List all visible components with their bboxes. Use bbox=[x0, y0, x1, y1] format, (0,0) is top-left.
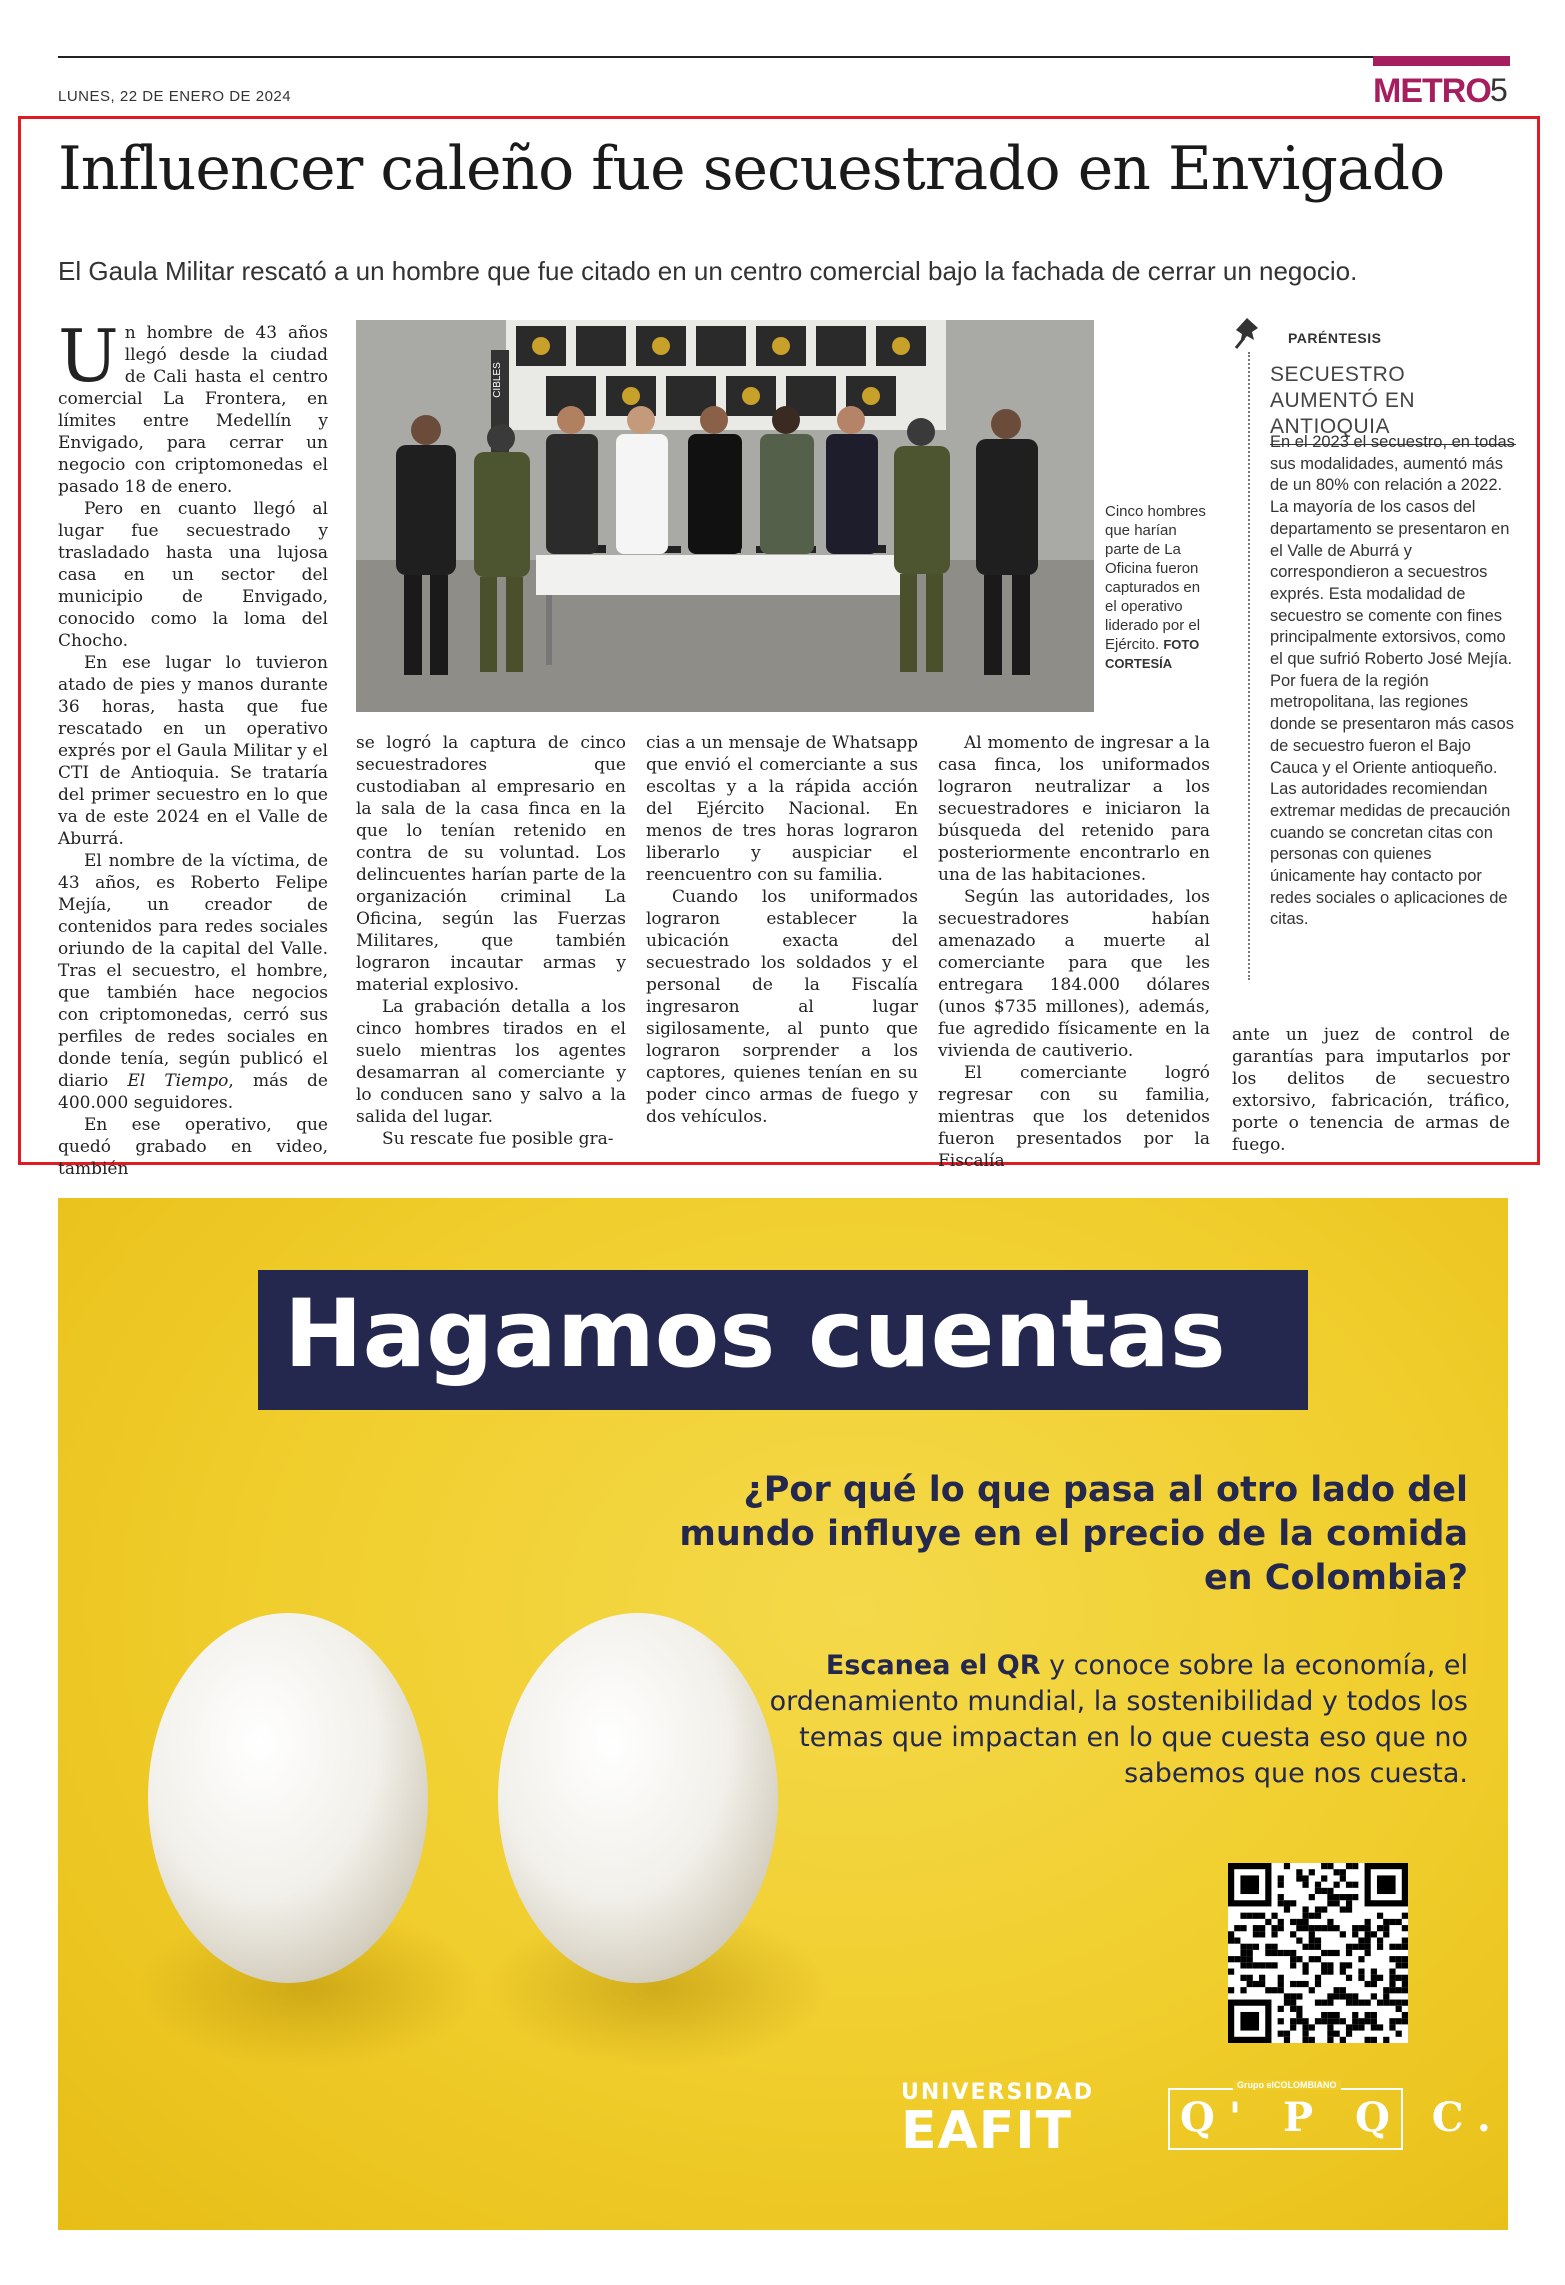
drop-cap: U bbox=[58, 314, 119, 398]
article-paragraph: Cuando los uniformados lograron establecer la ubicación exacta del secuestrado los soldados y el personal de la Fiscalía ingresaron al lugar sigilosamente, al punto que lograron sorprender a los captores, quienes tenían en su poder cinco armas de fuego y dos vehículos. bbox=[646, 887, 918, 1127]
photo-caption: Cinco hombres que harían parte de La Oficina fueron capturados en el operativo liderado por el Ejército. FOTO CORTESÍA bbox=[1105, 503, 1206, 671]
pin-icon bbox=[1232, 316, 1262, 350]
article-paragraph: cias a un mensaje de Whatsapp que envió el comerciante a sus escoltas y a la rápida acción del Ejército Nacional. En menos de tres horas lograron liberarlo y auspiciar el reencuentro con su familia. bbox=[646, 733, 918, 885]
article-paragraph: Según las autoridades, los secuestradores habían amenazado a muerte al comerciante para que les entregara 184.000 dólares (unos $735 millones), además, fue agredido físicamente en la vivienda de cautiverio. bbox=[938, 887, 1210, 1061]
sidebar-kicker: PARÉNTESIS bbox=[1288, 330, 1382, 346]
issue-date: LUNES, 22 DE ENERO DE 2024 bbox=[58, 88, 292, 105]
header-rule bbox=[58, 56, 1508, 58]
sidebar-dotted-rule bbox=[1248, 352, 1250, 980]
article-column-5 bbox=[1232, 1024, 1510, 1156]
article-paragraph: En ese lugar lo tuvieron atado de pies y manos durante 36 horas, hasta que fue rescatado en un operativo exprés por el Gaula Militar y el CTI de Antioquia. Se trataría del primer secuestro en lo que va de este 2024 en el Valle de Aburrá. bbox=[58, 653, 328, 849]
article-headline: Influencer caleño fue secuestrado en Envigado bbox=[58, 134, 1445, 204]
ad-question: ¿Por qué lo que pasa al otro lado del mundo influye en el precio de la comida en Colombia? bbox=[679, 1470, 1468, 1598]
article-paragraph: Pero en cuanto llegó al lugar fue secuestrado y trasladado hasta una lujosa casa en un sector del municipio de Envigado, conocido como la loma del Chocho. bbox=[58, 499, 328, 651]
partner-tag: Grupo elCOLOMBIANO bbox=[1233, 2080, 1341, 2090]
sidebar-paragraph: En el 2023 el secuestro, en todas sus modalidades, aumentó más de un 80% con relación a 2022. La mayoría de los casos del departamento se presentaron en el Valle de Aburrá y correspondieron a secuestros exprés. Esta modalidad de secuestro se comente con fines principalmente extorsivos, como el que sufrió Roberto José Mejía. bbox=[1270, 433, 1515, 669]
photo-illustration bbox=[356, 320, 1094, 712]
photo-credit: FOTO CORTESÍA bbox=[1105, 637, 1200, 671]
eafit-logo: UNIVERSIDAD EAFIT bbox=[901, 2080, 1095, 2161]
article-photo bbox=[356, 320, 1094, 712]
newspaper-name: El Tiempo bbox=[127, 1071, 229, 1091]
article-paragraph: ante un juez de control de garantías para imputarlos por los delitos de secuestro extorsivo, fabricación, tráfico, porte o tenencia de armas de fuego. bbox=[1232, 1025, 1510, 1155]
article-subhead: El Gaula Militar rescató a un hombre que fue citado en un centro comercial bajo la fachada de cerrar un negocio. bbox=[58, 256, 1358, 286]
sidebar-paragraph: Por fuera de la región metropolitana, las regiones donde se presentaron más casos de secuestro fueron el Bajo Cauca y el Oriente antioqueño. Las autoridades recomiendan extremar medidas de precaución cuando se concretan citas con personas con quienes únicamente hay contacto por redes sociales o aplicaciones de citas. bbox=[1270, 671, 1514, 929]
section-name: METRO bbox=[1373, 72, 1491, 110]
sidebar-title: SECUESTRO AUMENTÓ EN ANTIOQUIA bbox=[1270, 362, 1516, 445]
article-paragraph: El nombre de la víctima, de 43 años, es Roberto Felipe Mejía, un creador de contenidos para redes sociales oriundo de la capital del Valle. Tras el secuestro, el hombre, que también hace negocios con criptomonedas, cerró sus perfiles de redes sociales en donde tenía, según publicó el diario El Tiempo, más de 400.000 seguidores. bbox=[58, 851, 328, 1113]
article-paragraph: En ese operativo, que quedó grabado en video, también bbox=[58, 1115, 328, 1179]
article-paragraph: Al momento de ingresar a la casa finca, los uniformados lograron neutralizar a los secuestradores e iniciaron la búsqueda del retenido para posteriormente encontrarlo en una de las habitaciones. bbox=[938, 733, 1210, 885]
ad-body: Escanea el QR y conoce sobre la economía, el ordenamiento mundial, la sostenibilidad y todos los temas que impactan en lo que cuesta eso que no sabemos que nos cuesta. bbox=[769, 1650, 1468, 1789]
article-column-1 bbox=[58, 314, 328, 1180]
article-paragraph: se logró la captura de cinco secuestradores que custodiaban al empresario en la sala de la casa finca en la que lo tenían retenido en contra de su voluntad. Los delincuentes harían parte de la organización criminal La Oficina, según las Fuerzas Militares, que también lograron incautar armas y material explosivo. bbox=[356, 733, 626, 995]
sidebar-body bbox=[1270, 432, 1516, 931]
article-paragraph: La grabación detalla a los cinco hombres tirados en el suelo mientras los agentes desamarran al comerciante y lo conducen sano y salvo a la salida del lugar. bbox=[356, 997, 626, 1127]
ad-call-to-action: Escanea el QR bbox=[825, 1650, 1041, 1681]
article-paragraph: El comerciante logró regresar con su familia, mientras que los detenidos fueron presentados por la Fiscalía bbox=[938, 1063, 1210, 1171]
section-tab bbox=[1373, 56, 1510, 66]
banner-text: CIBLES bbox=[492, 362, 503, 398]
ad-title: Hagamos cuentas bbox=[284, 1280, 1226, 1389]
article-column-4 bbox=[938, 732, 1210, 1172]
article-paragraph: Su rescate fue posible gra- bbox=[382, 1129, 614, 1149]
qr-code[interactable] bbox=[1228, 1863, 1408, 2043]
article-paragraph: Un hombre de 43 años llegó desde la ciudad de Cali hasta el centro comercial La Frontera, en límites entre Medellín y Envigado, para cerrar un negocio con criptomonedas el pasado 18 de enero. bbox=[58, 314, 328, 497]
article-column-2 bbox=[356, 732, 626, 1150]
advertisement bbox=[58, 1198, 1508, 2230]
article-column-3 bbox=[646, 732, 918, 1128]
partner-logo: Q' P Q C. bbox=[1180, 2094, 1505, 2141]
page-number: 5 bbox=[1490, 72, 1508, 108]
